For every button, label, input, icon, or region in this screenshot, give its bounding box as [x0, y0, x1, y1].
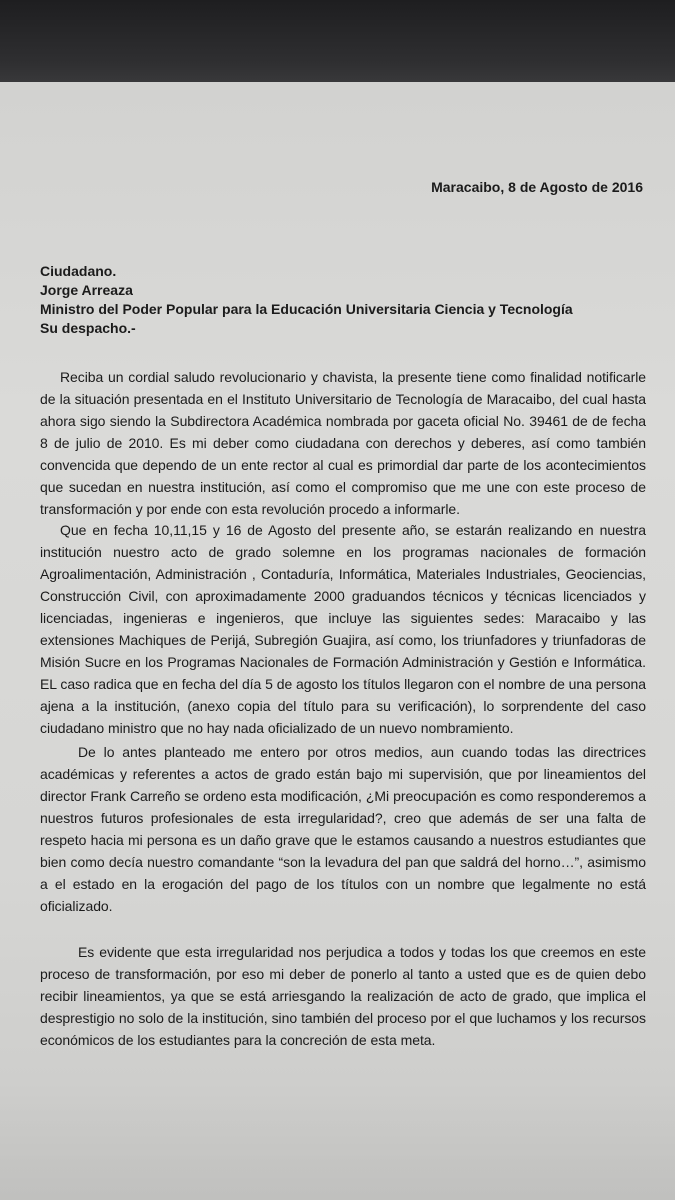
paragraph-concern: De lo antes planteado me entero por otros medios, aun cuando todas las directrices académicas y referentes a actos de grado están bajo mi supervisión, que por lineamientos del director Frank Carreño se ordeno esta modificación, ¿Mi preocupación es como responderemos a nuestros futuros profesionales de esta irregularidad?, creo que además de ser una falta de respeto hacia mi persona es un daño grave que le estamos causando a nuestros estudiantes que bien como decía nuestro comandante “son la levadura del pan que saldrá del horno…”, asimismo a el estado en la erogación del pago de los títulos con un nombre que legalmente no está oficializado.	[40, 744, 646, 914]
paragraph-conclusion: Es evidente que esta irregularidad nos perjudica a todos y todas los que creemos en este proceso de transformación, por eso mi deber de ponerlo al tanto a usted que es de quien debo recibir lineamientos, ya que se está arriesgando la realización de acto de grado, que implica el desprestigio no solo de la institución, sino también del proceso por el que luchamos y los recursos económicos de los estudiantes para la concreción de esta meta.	[40, 944, 646, 1048]
background-shadow	[0, 0, 675, 90]
addressee-title: Ministro del Poder Popular para la Educación Universitaria Ciencia y Tecnología	[40, 301, 573, 317]
page-vignette	[0, 1080, 675, 1200]
addressee-block	[40, 262, 640, 338]
paragraph-greeting: Reciba un cordial saludo revolucionario y chavista, la presente tiene como finalidad notificarle de la situación presentada en el Instituto Universitario de Tecnología de Maracaibo, del cual hasta ahora sigo siendo la Subdirectora Académica nombrada por gaceta oficial No. 39461 de de fecha 8 de julio de 2010. Es mi deber como ciudadana con derechos y deberes, así como también convencida que dependo de un ente rector al cual es primordial dar parte de los acontecimientos que sucedan en nuestra institución, así como el compromiso que me une con este proceso de transformación y por ende con esta revolución procedo a informarle.	[40, 369, 646, 517]
paragraph-graduation: Que en fecha 10,11,15 y 16 de Agosto del presente año, se estarán realizando en nuestra institución nuestro acto de grado solemne en los programas nacionales de formación Agroalimentación, Administración , Contaduría, Informática, Materiales Industriales, Geociencias, Construcción Civil, con aproximadamente 2000 graduandos técnicos y técnicas licenciados y licenciadas, ingenieras e ingenieros, que incluye las siguientes sedes: Maracaibo y las extensiones Machiques de Perijá, Subregión Guajira, así como, los triunfadores y triunfadoras de Misión Sucre en los Programas Nacionales de Formación Administración y Gestión e Informática. EL caso radica que en fecha del día 5 de agosto los títulos llegaron con el nombre de una persona ajena a la institución, (anexo copia del título para su verificación), lo sorprendente del caso ciudadano ministro que no hay nada oficializado de un nuevo nombramiento.	[40, 522, 646, 736]
addressee-name: Jorge Arreaza	[40, 282, 133, 298]
addressee-office: Su despacho.-	[40, 320, 136, 336]
letter-date: Maracaibo, 8 de Agosto de 2016	[431, 179, 643, 195]
letter-page	[0, 82, 675, 1200]
addressee-salutation: Ciudadano.	[40, 263, 117, 279]
